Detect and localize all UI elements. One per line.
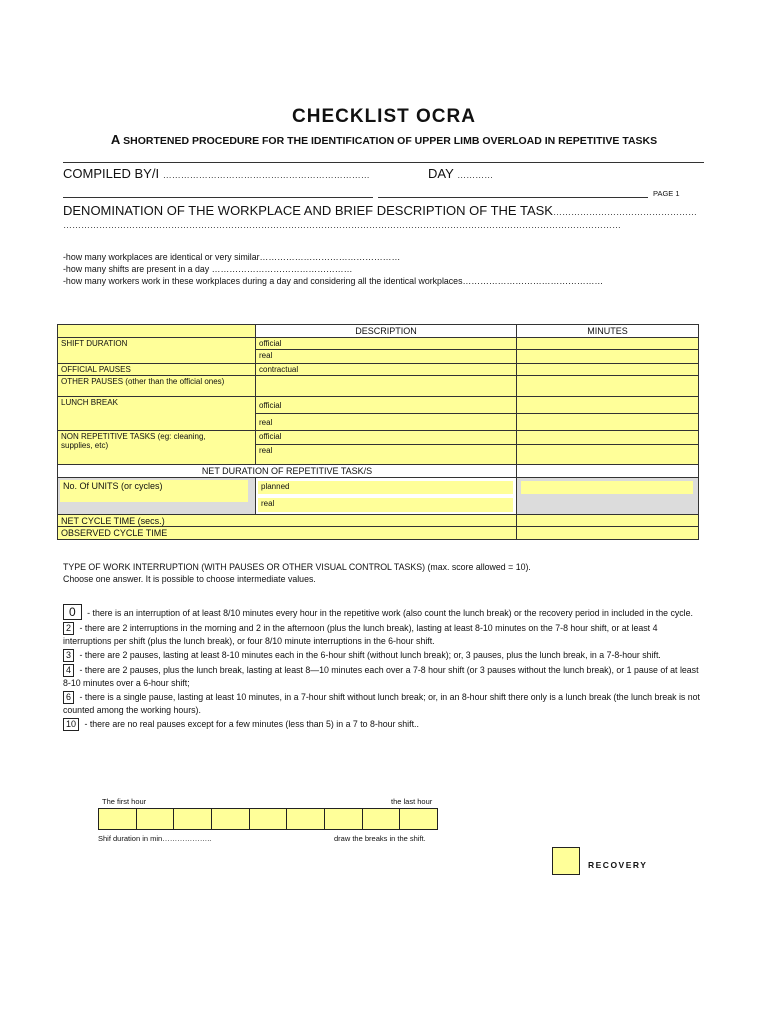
interruption-instruction: Choose one answer. It is possible to choose intermediate values. [63,574,316,584]
day-label: DAY [428,166,454,181]
rule-left [63,197,373,198]
option-text: - there are 2 pauses, plus the lunch break, lasting at least 8—10 minutes each over a 7-8 hour shift (or 3 pauses without the lunch break), or 1 pause of at least 8-10 minutes over a 6-hour shift; [63,665,699,688]
day-line[interactable] [428,166,493,181]
timeline-hour-cell[interactable] [250,809,288,829]
option-text: - there are no real pauses except for a few minutes (less than 5) in a 7 to 8-hour shift.. [82,719,419,729]
compiled-by-dots: …………………………………………………………… [162,170,370,180]
description-header: DESCRIPTION [256,325,517,338]
option-row-4[interactable] [63,664,707,689]
shift-duration-caption: Shif duration in min……………….. [98,834,212,843]
lunch-real-minutes[interactable] [517,414,698,431]
other-pauses-label: OTHER PAUSES (other than the official ones) [58,376,256,397]
question-workplaces[interactable]: -how many workplaces are identical or very similar………………………………………… [63,252,401,262]
shift-table [57,324,699,540]
shift-real-minutes[interactable] [517,350,698,364]
last-hour-label: the last hour [391,797,433,806]
interruption-heading: TYPE OF WORK INTERRUPTION (WITH PAUSES OR OTHER VISUAL CONTROL TASKS) (max. score allowed = 10). [63,562,531,572]
timeline-hour-cell[interactable] [212,809,250,829]
question-shifts[interactable]: -how many shifts are present in a day ………………………………………… [63,264,353,274]
units-real-label: real [258,498,513,512]
shift-timeline[interactable] [98,808,438,830]
recovery-legend-swatch [552,847,580,875]
description-dots[interactable]: …………………………………………………………………………………………………………………………………………………………………… [63,220,621,230]
subtitle-initial: A [110,132,121,147]
subtitle-text: SHORTENED PROCEDURE FOR THE IDENTIFICATION OF UPPER LIMB OVERLOAD IN REPETITIVE TASKS [120,135,658,147]
net-duration-minutes[interactable] [517,465,698,478]
shift-real-label: real [256,350,517,364]
option-text: - there is a single pause, lasting at least 10 minutes, in a 7-hour shift without lunch break; or, in an 8-hour shift there only is a lunch break (the lunch break is not counted among the working hours). [63,692,700,715]
page-number: PAGE 1 [653,189,680,198]
option-row-3[interactable] [63,649,707,662]
denomination-line[interactable] [63,203,697,218]
draw-breaks-caption: draw the breaks in the shift. [334,834,426,843]
lunch-official-minutes[interactable] [517,397,698,414]
units-label: No. Of UNITS (or cycles) [60,480,248,502]
nonrep-real-label: real [256,445,517,465]
timeline-hour-cell[interactable] [325,809,363,829]
option-score-box[interactable]: 2 [63,622,74,635]
option-row-2[interactable] [63,622,707,647]
official-pauses-minutes[interactable] [517,364,698,376]
other-pauses-description[interactable] [256,376,517,397]
timeline-hour-cell[interactable] [400,809,437,829]
net-cycle-value[interactable] [517,515,698,527]
observed-cycle-label: OBSERVED CYCLE TIME [58,527,517,539]
other-pauses-minutes[interactable] [517,376,698,397]
header-blank [58,325,256,338]
shift-official-minutes[interactable] [517,338,698,350]
timeline-hour-cell[interactable] [174,809,212,829]
option-text: - there is an interruption of at least 8/10 minutes every hour in the repetitive work (also count the lunch break) or the recovery period in included in the cycle. [84,608,693,618]
net-duration-label: NET DURATION OF REPETITIVE TASK/S [58,465,517,478]
lunch-official-label: official [256,397,517,414]
page-subtitle [0,132,768,147]
minutes-header: MINUTES [517,325,698,338]
interruption-options [63,604,707,731]
non-repetitive-label: NON REPETITIVE TASKS (eg: cleaning, supplies, etc) [58,431,256,465]
page-title: CHECKLIST OCRA [292,106,476,127]
lunch-break-label: LUNCH BREAK [58,397,256,431]
option-row-0[interactable] [63,604,707,620]
option-score-box[interactable]: 6 [63,691,74,704]
questions-block [63,251,703,287]
option-score-box[interactable]: 0 [63,604,82,620]
shift-duration-label: SHIFT DURATION [58,338,256,364]
observed-cycle-value[interactable] [517,527,698,539]
units-planned-label: planned [258,481,513,494]
option-text: - there are 2 interruptions in the morning and 2 in the afternoon (plus the lunch break), lasting at least 8-10 minutes on the 7-8 hour shift, or at least 4 interruptions per shift (plus the lunch break), or four 8/10 minute interruptions in the 6-hour shift. [63,623,658,646]
lunch-real-label: real [256,414,517,431]
option-row-6[interactable] [63,691,707,716]
option-score-box[interactable]: 3 [63,649,74,662]
nonrep-official-label: official [256,431,517,445]
first-hour-label: The first hour [102,797,147,806]
timeline-hour-cell[interactable] [137,809,175,829]
denomination-dots: ………………………………………… [552,207,697,217]
compiled-by-label: COMPILED BY/I [63,166,160,181]
question-workers[interactable]: -how many workers work in these workplaces during a day and considering all the identical workplaces………………………………………… [63,276,604,286]
compiled-by-line[interactable] [63,166,370,181]
timeline-hour-cell[interactable] [287,809,325,829]
rule-right [378,197,648,198]
day-dots: ………… [457,170,494,180]
option-score-box[interactable]: 10 [63,718,79,731]
nonrep-official-minutes[interactable] [517,431,698,445]
timeline-hour-cell[interactable] [363,809,401,829]
net-cycle-label: NET CYCLE TIME (secs.) [58,515,517,527]
nonrep-real-minutes[interactable] [517,445,698,465]
units-planned-value[interactable] [521,481,693,494]
option-score-box[interactable]: 4 [63,664,74,677]
official-pauses-label: OFFICIAL PAUSES [58,364,256,376]
top-rule [63,162,704,163]
option-row-10[interactable] [63,718,707,731]
option-text: - there are 2 pauses, lasting at least 8-10 minutes each in the 6-hour shift (without lunch break); or, 3 pauses, plus the lunch break, in a 7-8-hour shift. [77,650,661,660]
interruption-heading-block [63,561,703,585]
timeline-hour-cell[interactable] [99,809,137,829]
contractual-label: contractual [256,364,517,376]
denomination-label: DENOMINATION OF THE WORKPLACE AND BRIEF DESCRIPTION OF THE TASK [63,203,553,218]
shift-official-label: official [256,338,517,350]
recovery-legend-label: RECOVERY [588,860,648,870]
